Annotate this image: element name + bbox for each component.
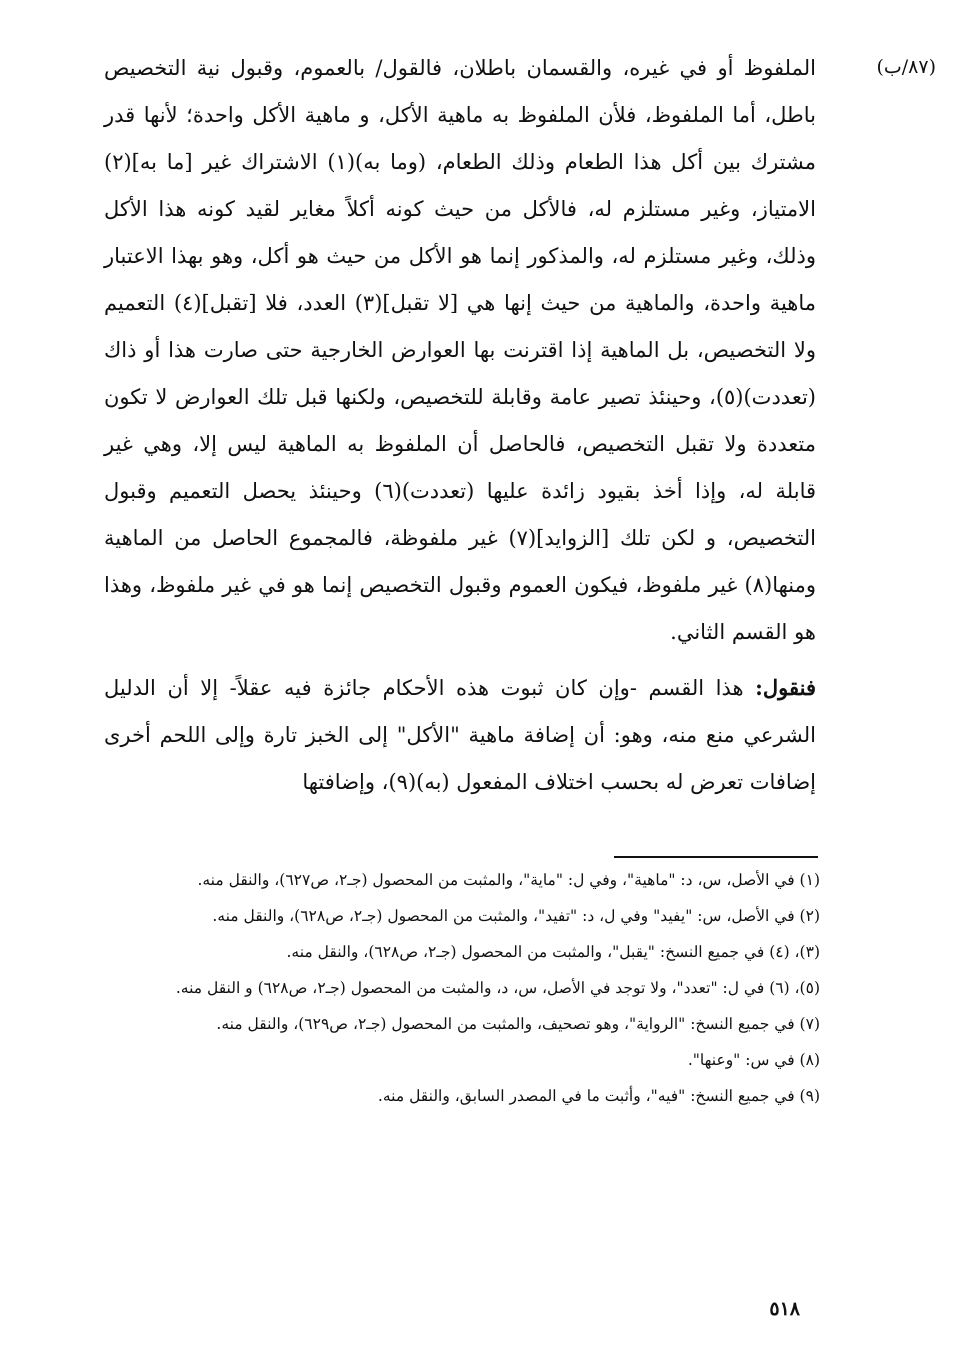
margin-reference: (٨٧/ب) [876, 56, 936, 78]
footnote-7: (٧) في جميع النسخ: "الرواية"، وهو تصحيف، والمثبت من المحصول (جـ٢، ص٦٢٩)، والنقل منه. [216, 1015, 820, 1033]
main-text [104, 44, 816, 806]
footnote-8: (٨) في س: "وعنها". [687, 1051, 820, 1069]
footnotes [104, 866, 820, 1118]
paragraph-2-text: هذا القسم -وإن كان ثبوت هذه الأحكام جائزة فيه عقلاً- إلا أن الدليل الشرعي منع منه، وهو: أن إضافة ماهية "الأكل" إلى الخبز تارة وإلى اللحم أخرى إضافات تعرض له بحسب اختلاف المفعول (به)(٩)، وإضافتها [104, 676, 817, 794]
paragraph-2 [104, 664, 816, 806]
footnote-1: (١) في الأصل، س، د: "ماهية"، وفي ل: "ماية"، والمثبت من المحصول (جـ٢، ص٦٢٧)، والنقل منه. [197, 871, 820, 889]
footnote-5-6: (٥)، (٦) في ل: "تعدد"، ولا توجد في الأصل، س، د، والمثبت من المحصول (جـ٢، ص٦٢٨) و النقل منه. [175, 979, 820, 997]
footnote-9: (٩) في جميع النسخ: "فيه"، وأثبت ما في المصدر السابق، والنقل منه. [377, 1087, 820, 1105]
page-number: ٥١٨ [769, 1298, 800, 1320]
paragraph-2-lead: فنقول: [755, 675, 816, 700]
footnote-separator [614, 856, 818, 858]
footnote-3-4: (٣)، (٤) في جميع النسخ: "يقبل"، والمثبت من المحصول (جـ٢، ص٦٢٨)، والنقل منه. [286, 943, 820, 961]
paragraph-1-text: الملفوظ أو في غيره، والقسمان باطلان، فالقول/ بالعموم، وقبول نية التخصيص باطل، أما الملفوظ، فلأن الملفوظ به ماهية الأكل، و ماهية الأكل واحدة؛ لأنها قدر مشترك بين أكل هذا الطعام وذلك الطعام، (وما به)(١) الاشتراك غير [ما به](٢) الامتياز، وغير مستلزم له، فالأكل من حيث كونه أكلاً مغاير لقيد كونه هذا الأكل وذلك، وغير مستلزم له، والمذكور إنما هو الأكل من حيث هو أكل، وهو بهذا الاعتبار ماهية واحدة، والماهية من حيث إنها هي [لا تقبل](٣) العدد، فلا [تقبل](٤) التعميم ولا التخصيص، بل الماهية إذا اقترنت بها العوارض الخارجية حتى صارت هذا أو ذاك (تعددت)(٥)، وحينئذ تصير عامة وقابلة للتخصيص، ولكنها قبل تلك العوارض لا تكون متعددة ولا تقبل التخصيص، فالحاصل أن الملفوظ به الماهية ليس إلا، وهي غير قابلة له، وإذا أخذ بقيود زائدة عليها (تعددت)(٦) وحينئذ يحصل التعميم وقبول التخصيص، و لكن تلك [الزوايد](٧) غير ملفوظة، فالمجموع الحاصل من الماهية ومنها(٨) غير ملفوظ، فيكون العموم وقبول التخصيص إنما هو في غير ملفوظ، وهذا هو القسم الثاني. [104, 56, 817, 644]
paragraph-1 [104, 44, 816, 656]
footnote-2: (٢) في الأصل، س: "يفيد" وفي ل، د: "تفيد"، والمثبت من المحصول (جـ٢، ص٦٢٨)، والنقل منه. [212, 907, 820, 925]
